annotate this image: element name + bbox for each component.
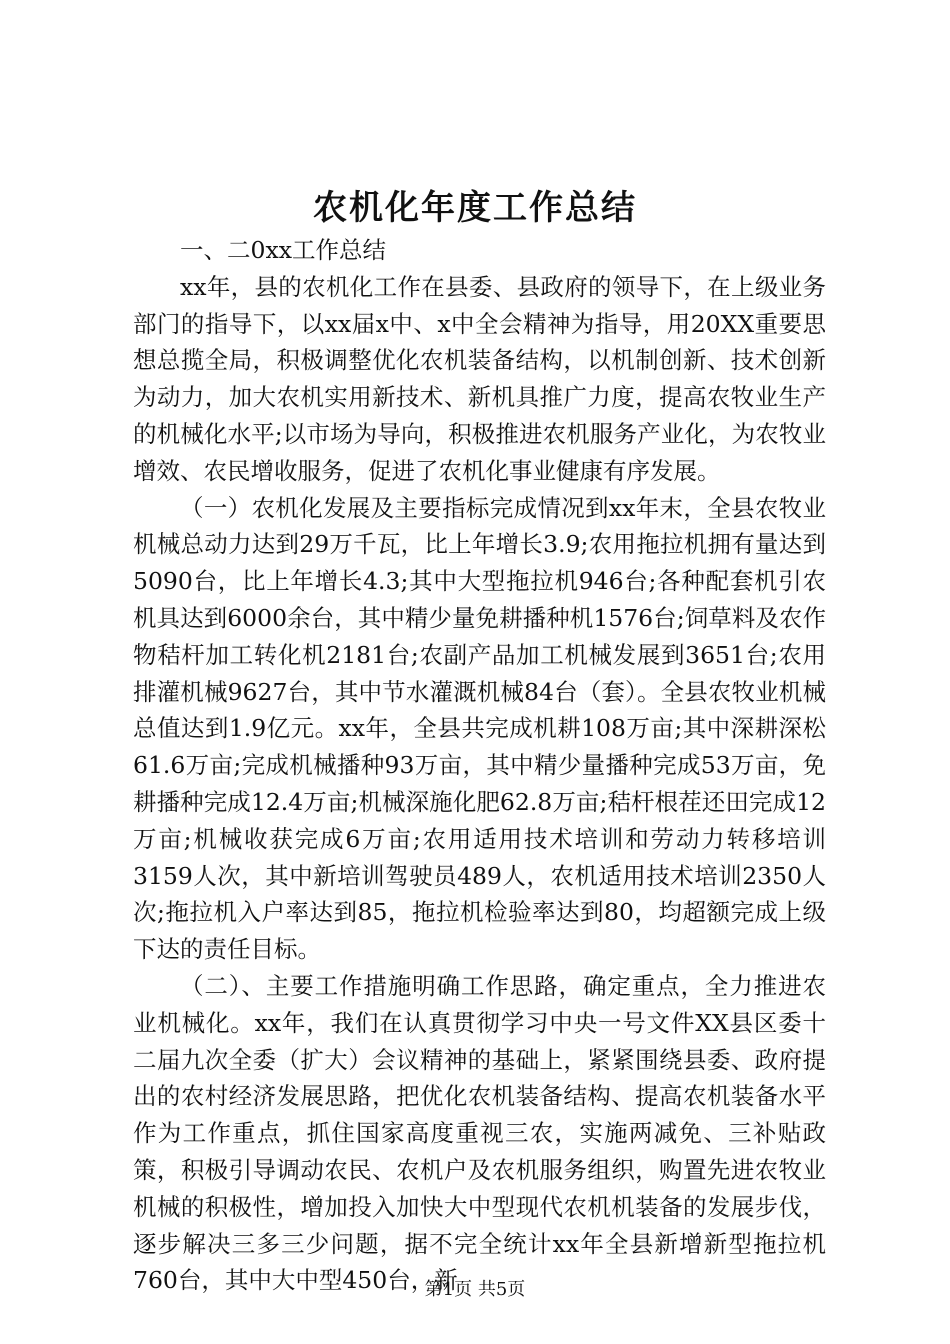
paragraph-intro: xx年，县的农机化工作在县委、县政府的领导下，在上级业务部门的指导下，以xx届x中、x中全会精神为指导，用20XX重要思想总揽全局，积极调整优化农机装备结构，以机制创新、技术创新为动力，加大农机实用新技术、新机具推广力度，提高农牧业生产的机械化水平;以市场为导向，积极推进农机服务产业化，为农牧业增效、农民增收服务，促进了农机化事业健康有序发展。 <box>133 272 826 485</box>
paragraph-measures: （二）、主要工作措施明确工作思路，确定重点，全力推进农业机械化。xx年，我们在认真贯彻学习中央一号文件XX县区委十二届九次全委（扩大）会议精神的基础上，紧紧围绕县委、政府提出的农村经济发展思路，把优化农机装备结构、提高农机装备水平作为工作重点，抓住国家高度重视三农，实施两减免、三补贴政策，积极引导调动农民、农机户及农机服务组织，购置先进农牧业机械的积极性，增加投入加快大中型现代农机机装备的发展步伐，逐步解决三多三少问题，据不完全统计xx年全县新增新型拖拉机760台，其中大中型450台，新 <box>133 971 826 1295</box>
document-body <box>133 232 826 1299</box>
paragraph-indicators: （一）农机化发展及主要指标完成情况到xx年末，全县农牧业机械总动力达到29万千瓦，比上年增长3.9;农用拖拉机拥有量达到5090台，比上年增长4.3;其中大型拖拉机946台;各种配套机引农机具达到6000余台，其中精少量免耕播种机1576台;饲草料及农作物秸杆加工转化机2181台;农副产品加工机械发展到3651台;农用排灌机械9627台，其中节水灌溉机械84台（套）。全县农牧业机械总值达到1.9亿元。xx年，全县共完成机耕108万亩;其中深耕深松61.6万亩;完成机械播种93万亩，其中精少量播种完成53万亩，免耕播种完成12.4万亩;机械深施化肥62.8万亩;秸杆根茬还田完成12万亩;机械收获完成6万亩;农用适用技术培训和劳动力转移培训3159人次，其中新培训驾驶员489人，农机适用技术培训2350人次;拖拉机入户率达到85，拖拉机检验率达到80，均超额完成上级下达的责任目标。 <box>133 493 826 964</box>
document-title: 农机化年度工作总结 <box>313 188 637 228</box>
section-heading: 一、二0xx工作总结 <box>180 236 386 264</box>
page-number: 第1页 共5页 <box>424 1279 526 1300</box>
